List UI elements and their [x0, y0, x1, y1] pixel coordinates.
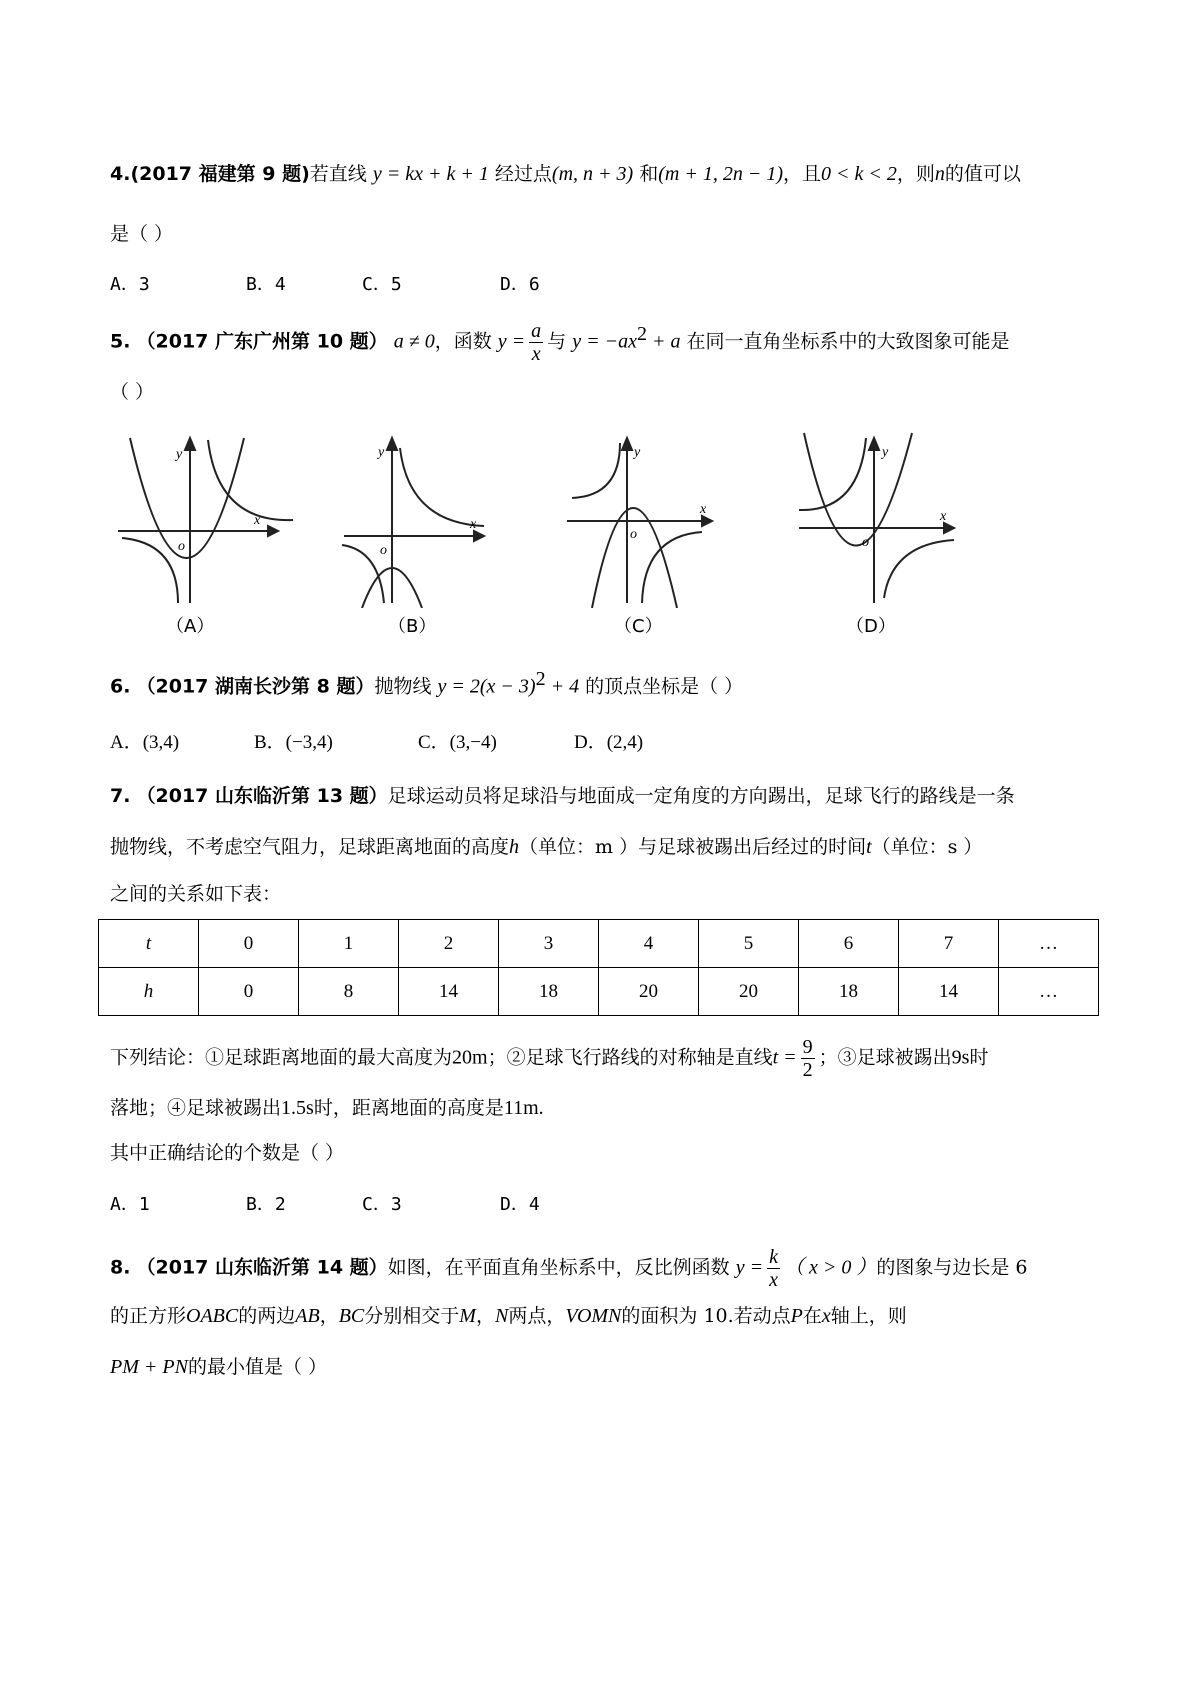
- q7-line1: [110, 782, 1015, 810]
- q4-text: 的值可以: [944, 163, 1021, 185]
- table-cell: h: [99, 968, 199, 1016]
- q5-function-lhs: y =: [497, 330, 526, 353]
- q5-line2: （ ）: [110, 381, 155, 403]
- q5-fraction: $\frac{a}{x}$: [531, 320, 542, 365]
- q7-line3: 之间的关系如下表：: [110, 883, 282, 905]
- q7-line2: 抛物线，不考虑空气阻力，足球距离地面的高度h（单位：m ）与足球被踢出后经过的时间t（单位：s ）: [110, 836, 983, 858]
- q4-number: 4.: [110, 163, 131, 185]
- q7-option-a: A．1: [110, 1194, 150, 1215]
- q6-option-d: D．(2,4): [574, 732, 644, 753]
- svg-text:o: o: [862, 535, 869, 550]
- q4-option-c: C．5: [362, 274, 402, 295]
- svg-text:x: x: [940, 509, 947, 524]
- table-cell: 20: [699, 968, 799, 1016]
- q4-line2: 是（ ）: [110, 223, 174, 245]
- table-cell: 6: [799, 920, 899, 968]
- table-cell: 4: [599, 920, 699, 968]
- graph-d-image: [794, 428, 984, 608]
- svg-text:x: x: [470, 517, 477, 532]
- graph-a-image: [108, 428, 298, 608]
- graph-b-hyperbola-upper: [400, 448, 484, 526]
- q7-option-d: D．4: [500, 1194, 540, 1215]
- graph-b-caption: （B）: [388, 616, 437, 637]
- graph-c-caption: （C）: [614, 616, 663, 637]
- q5-number: 5.: [110, 330, 131, 353]
- q7-conclusions-line2: 落地；④足球被踢出1.5s时，距离地面的高度是11m.: [110, 1097, 544, 1119]
- graph-a-hyperbola-upper: [208, 440, 293, 520]
- q5-text: 与: [547, 330, 567, 353]
- graph-c-parabola: [592, 508, 677, 608]
- q7-option-b: B．2: [246, 1194, 286, 1215]
- q6-equation: y = 2(x − 3): [437, 675, 536, 698]
- table-cell: 0: [199, 920, 299, 968]
- q4-equation: y = kx + k + 1: [372, 163, 489, 185]
- q4-option-d: D．6: [500, 274, 540, 295]
- svg-text:x: x: [254, 513, 261, 528]
- q5-source: （2017 广东广州第 10 题）: [136, 330, 388, 353]
- table-cell: 20: [599, 968, 699, 1016]
- table-cell: 8: [299, 968, 399, 1016]
- q6-option-b: B．(−3,4): [254, 732, 333, 753]
- q6-option-a: A．(3,4): [110, 732, 180, 753]
- q7-option-c: C．3: [362, 1194, 402, 1215]
- graph-b-image: [334, 428, 524, 608]
- table-cell: 14: [399, 968, 499, 1016]
- q4-condition: 0 < k < 2: [821, 163, 897, 185]
- table-cell: 1: [299, 920, 399, 968]
- q7-var-t: t: [866, 836, 872, 858]
- table-cell: 18: [499, 968, 599, 1016]
- q4-source: (2017 福建第 9 题): [130, 163, 310, 185]
- q5-line1: 5. （2017 广东广州第 10 题） a ≠ 0，函数 y = $\frac{a}{x}$ 与 $y = -ax^2 + a$ 在同一直角坐标系中的大致图象可能是: [110, 320, 1010, 365]
- q4-variable: n: [934, 163, 945, 185]
- table-cell: 2: [399, 920, 499, 968]
- q4-text: 若直线: [309, 163, 367, 185]
- q5-equation2: y = −ax: [572, 330, 637, 353]
- q4-text: ，则: [896, 163, 935, 185]
- graph-a-parabola: [130, 438, 244, 558]
- q7-axis-fraction: $\frac{9}{2}$: [802, 1036, 813, 1081]
- q6-option-c: C．(3,−4): [418, 732, 497, 753]
- q8-number: 8.: [110, 1256, 131, 1279]
- graph-c-hyperbola-upper: [572, 443, 620, 498]
- table-cell: …: [999, 920, 1099, 968]
- graph-c-image: [562, 428, 752, 608]
- q5-text: 在同一直角坐标系中的大致图象可能是: [686, 330, 1010, 353]
- graph-d-caption: （D）: [846, 616, 896, 637]
- graph-a-caption: （A）: [166, 616, 215, 637]
- svg-text:x: x: [700, 502, 707, 517]
- graph-d-hyperbola-upper: [799, 438, 866, 510]
- q6-text: 的顶点坐标是（ ）: [585, 675, 744, 698]
- q7-table: [98, 919, 1099, 1016]
- q5-text: ，函数: [434, 330, 492, 353]
- q6-number: 6.: [110, 675, 131, 698]
- table-cell: 5: [699, 920, 799, 968]
- q6-text: 抛物线: [374, 675, 432, 698]
- table-row-h: [99, 968, 1099, 1016]
- table-cell: 14: [899, 968, 999, 1016]
- q4-line1: [110, 160, 1021, 188]
- q4-text: 经过点: [494, 163, 552, 185]
- q4-point2: (m + 1, 2n − 1): [658, 163, 783, 185]
- q4-option-b: B．4: [246, 274, 286, 295]
- q7-source: （2017 山东临沂第 13 题）: [136, 785, 388, 807]
- table-cell: 7: [899, 920, 999, 968]
- table-cell: 3: [499, 920, 599, 968]
- table-cell: …: [999, 968, 1099, 1016]
- q4-text: ，且: [783, 163, 822, 185]
- q4-option-a: A．3: [110, 274, 150, 295]
- graph-c-hyperbola-lower: [642, 532, 702, 603]
- q7-var-h: h: [509, 836, 520, 858]
- q8-fraction: $\frac{k}{x}$: [769, 1246, 778, 1291]
- q4-point1: (m, n + 3): [551, 163, 634, 185]
- q4-text: 和: [639, 163, 659, 185]
- q7-max-height: 20m: [452, 1046, 488, 1069]
- svg-text:o: o: [380, 543, 387, 558]
- table-cell: t: [99, 920, 199, 968]
- table-cell: 0: [199, 968, 299, 1016]
- svg-text:y: y: [882, 445, 889, 460]
- q6-line1: 6. （2017 湖南长沙第 8 题）抛物线 $y = 2(x - 3)^2 + 4$ 的顶点坐标是（ ）: [110, 668, 744, 698]
- svg-text:y: y: [176, 447, 183, 462]
- table-cell: 18: [799, 968, 899, 1016]
- q8-line2: 的正方形OABC的两边AB，BC分别相交于M，N两点，VOMN的面积为 10.若动点P在x轴上，则: [110, 1305, 907, 1327]
- table-row-t: [99, 920, 1099, 968]
- q5-condition: a ≠ 0: [393, 330, 435, 353]
- svg-text:o: o: [630, 527, 637, 542]
- q8-line1: 8. （2017 山东临沂第 14 题）如图，在平面直角坐标系中，反比例函数 y = $\frac{k}{x}$ （ x > 0 ）的图象与边长是 6: [110, 1246, 1028, 1291]
- q8-line3: PM + PN的最小值是（ ）: [110, 1356, 327, 1378]
- graph-d-hyperbola-lower: [884, 540, 954, 598]
- q6-source: （2017 湖南长沙第 8 题）: [136, 675, 375, 698]
- svg-text:o: o: [178, 539, 185, 554]
- svg-text:y: y: [378, 445, 385, 460]
- q8-source: （2017 山东临沂第 14 题）: [136, 1256, 388, 1279]
- graph-b-hyperbola-lower: [342, 545, 384, 603]
- q7-text: 足球运动员将足球沿与地面成一定角度的方向踢出，足球飞行的路线是一条: [387, 785, 1015, 807]
- q7-conclusions-line1: 下列结论：①足球距离地面的最大高度为20m；②足球飞行路线的对称轴是直线t = $\frac{9}{2}$ ；③足球被踢出9s时: [110, 1036, 989, 1081]
- q7-number: 7.: [110, 785, 131, 807]
- svg-text:y: y: [634, 445, 641, 460]
- q7-question: 其中正确结论的个数是（ ）: [110, 1142, 345, 1164]
